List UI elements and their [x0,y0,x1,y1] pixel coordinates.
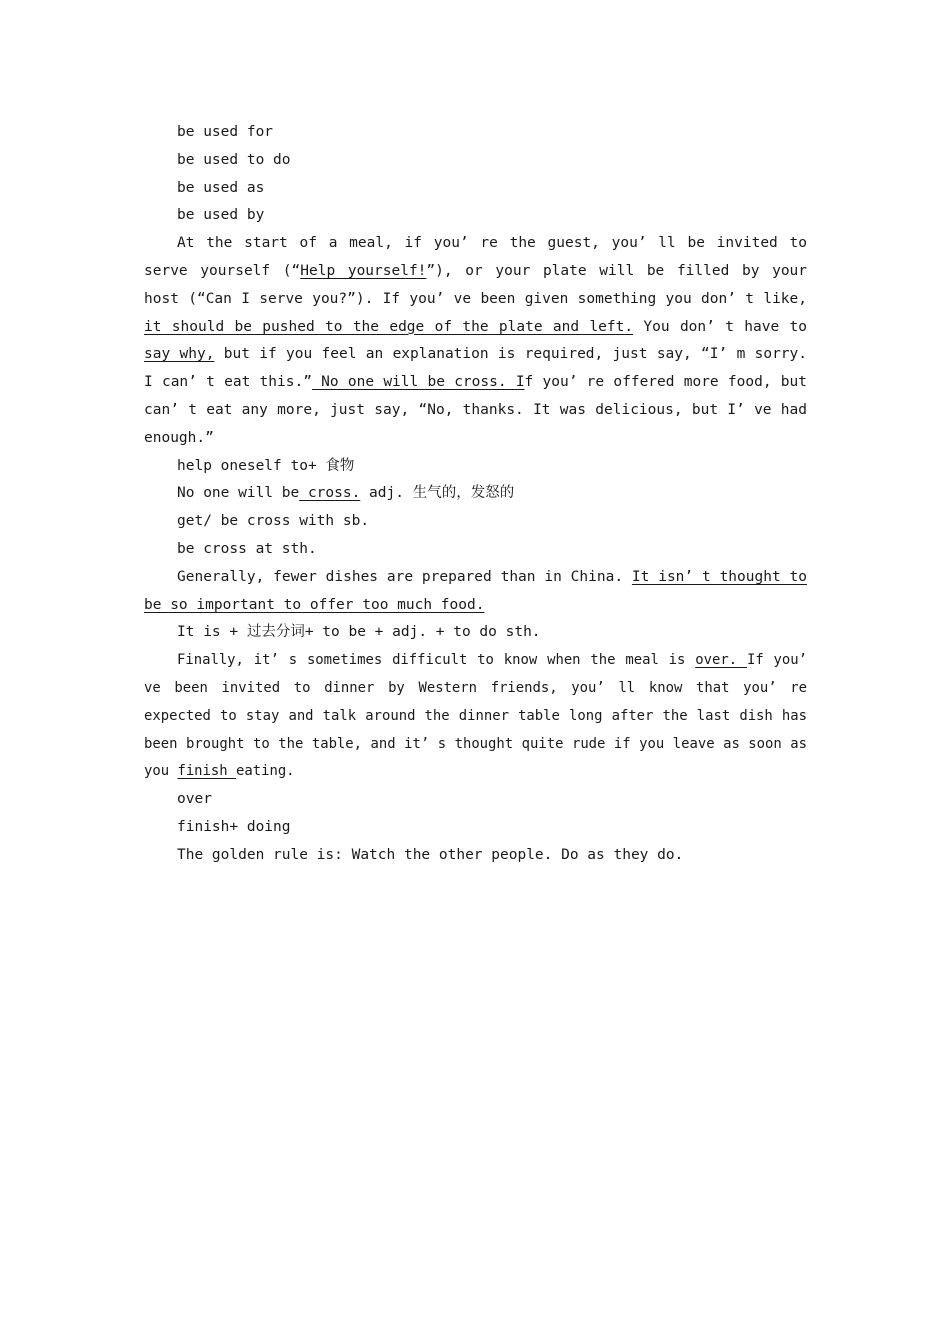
note-finish-doing: finish+ doing [177,818,291,835]
text-run: No one will be [177,485,300,502]
underlined-run: It isn’ t thought to be so important to offer too much food. [144,568,807,613]
text-run: Generally, fewer dishes are prepared than in China. [177,568,632,585]
text-run: Finally, it’ s sometimes difficult to know when the meal is [177,652,696,669]
underlined-run: it should be pushed to the edge of the plate and left. [144,318,634,335]
text-run: ”), or your plate will be filled by your host (“Can I serve you?”). If you’ ve been given something you don’ t like, [144,262,808,307]
phrase-be-used-to-do: be used to do [177,151,291,168]
note-help-oneself: help oneself to+ 食物 [177,457,355,474]
underlined-run: over. [695,652,747,669]
note-it-is-pattern: It is + 过去分词+ to be + adj. + to do sth. [177,624,541,641]
phrase-be-used-for: be used for [177,124,274,140]
text-run: but if you feel an explanation is required, just say, “I’ m sorry. I can’ t eat this.” [144,346,807,391]
note-cross-at: be cross at sth. [177,540,317,557]
paragraph-finally [144,647,807,786]
underlined-run: Help yourself! [300,262,427,279]
underlined-run: finish [177,763,236,780]
text-run: If you’ ve been invited to dinner by Western friends, you’ ll know that you’ re expected to stay and talk around the dinner table long after the last dish has been brought to the table, and it’ s thought quite rude if you leave as soon as you [144,652,807,780]
paragraph-generally [144,564,807,620]
paragraph-meal-start [144,230,807,452]
text-run: You don’ t have to [633,318,807,335]
underlined-run: cross. [299,485,361,502]
note-over: over [177,791,212,808]
text-run: At the start of a meal, if you’ re the guest, you’ ll be invited to serve yourself (“ [144,235,807,279]
text-run: f you’ re offered more food, but can’ t eat any more, just say, “No, thanks. It was delicious, but I’ ve had enough.” [144,374,807,446]
note-cross [144,480,807,508]
note-cross-with: get/ be cross with sb. [177,513,370,530]
note-golden-rule: The golden rule is: Watch the other people. Do as they do. [177,846,684,863]
underlined-run: No one will be cross. I [311,374,525,391]
underlined-run: say why, [144,346,215,363]
text-run: eating. [236,763,295,780]
phrase-be-used-by: be used by [177,207,265,224]
document-page [144,119,807,870]
phrase-be-used-as: be used as [177,179,265,196]
text-run: adj. 生气的，发怒的 [360,485,515,502]
